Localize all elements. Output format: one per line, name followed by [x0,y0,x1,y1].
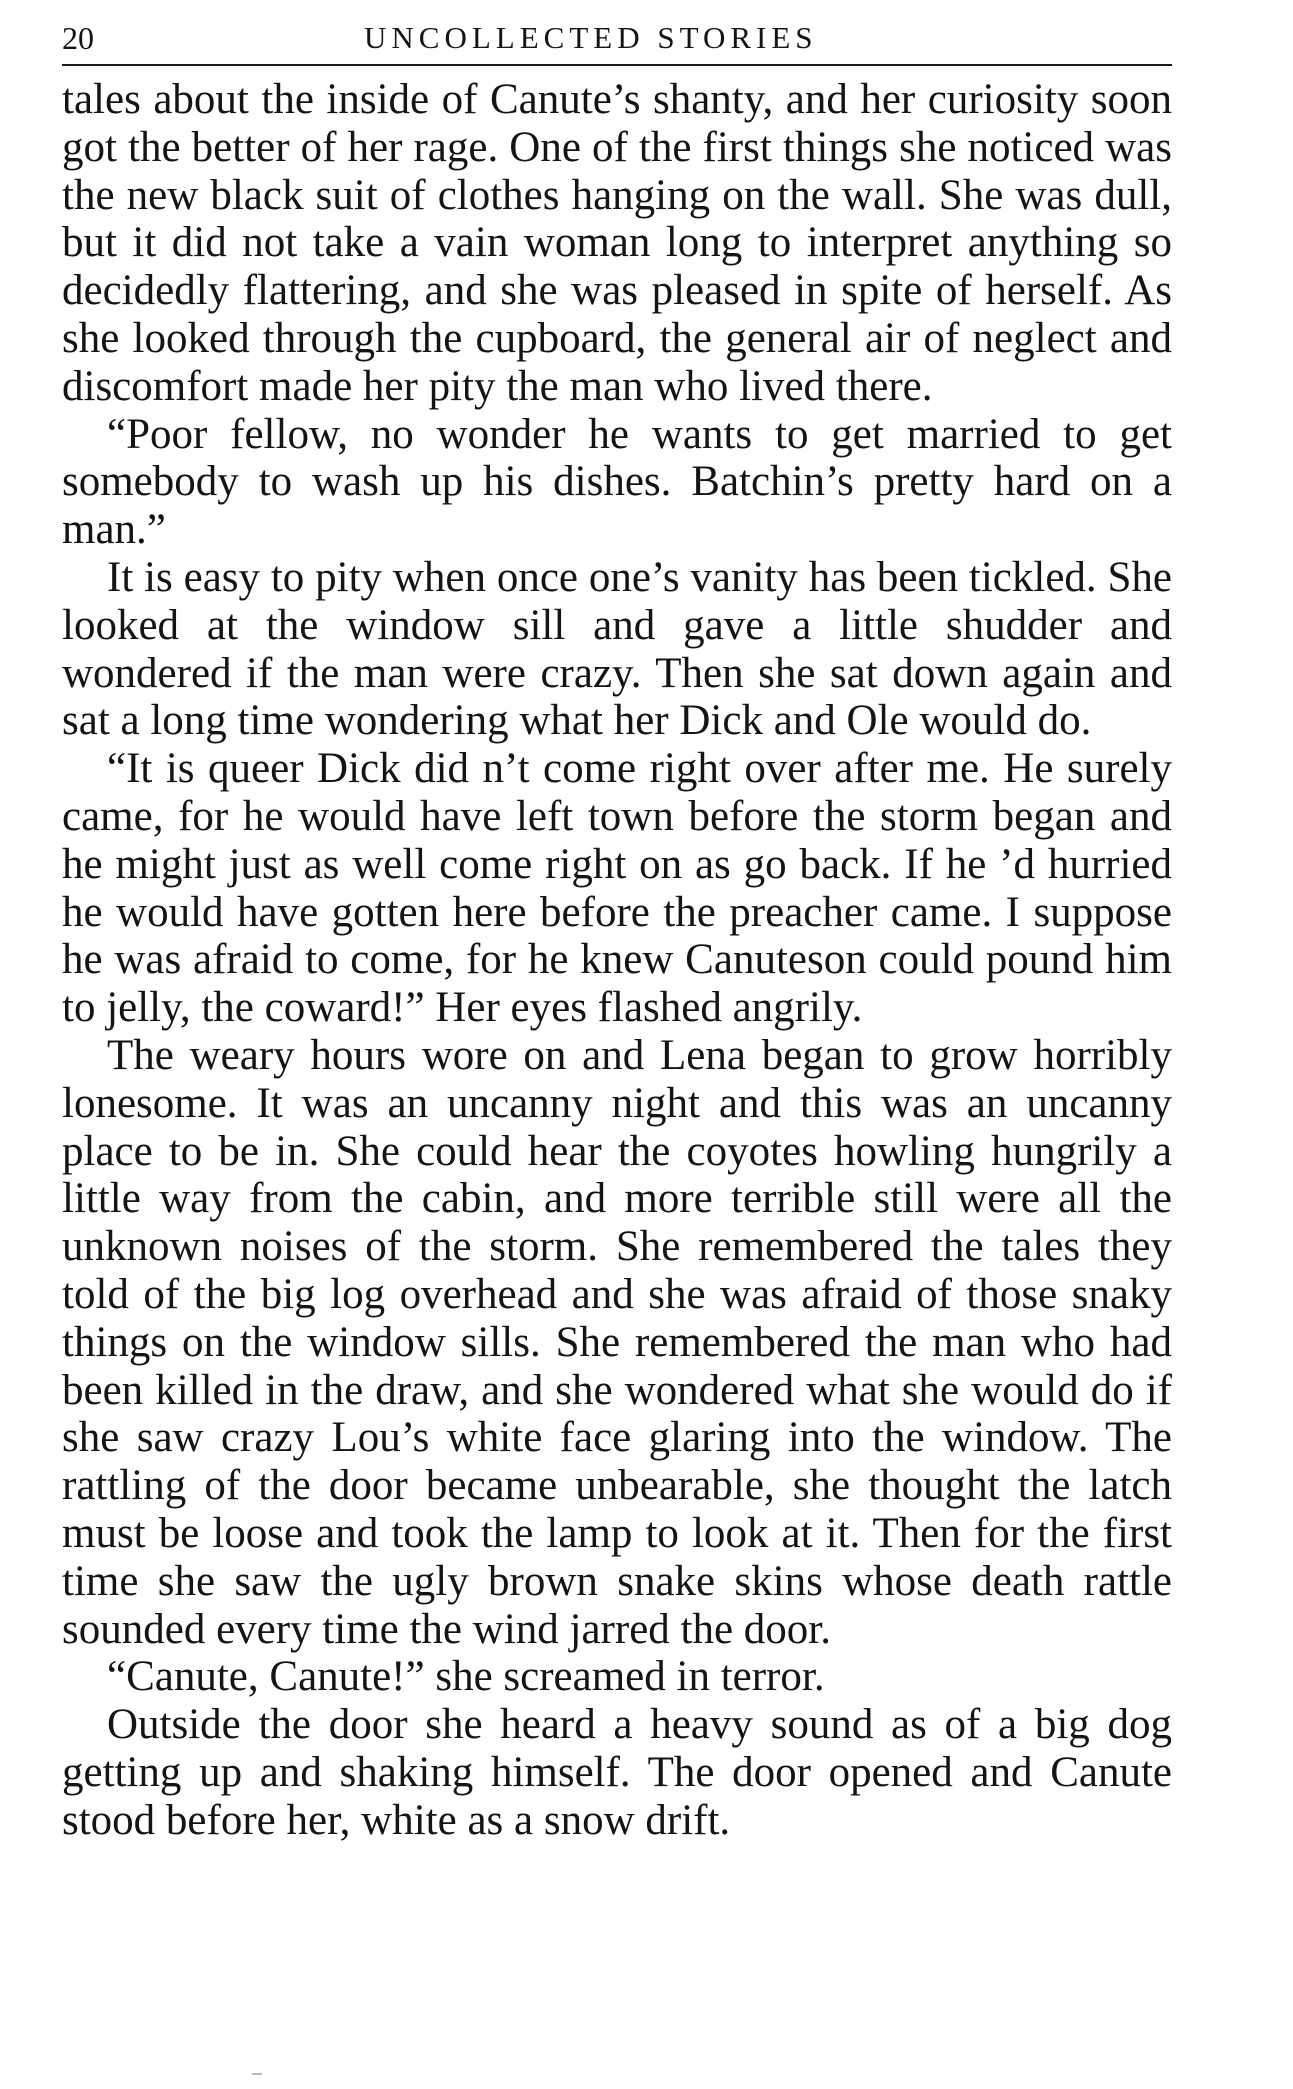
book-page [62,14,1172,2074]
paragraph: “Poor fellow, no wonder he wants to get married to get somebody to wash up his dishes. Batchin’s pretty hard on a man.” [62,410,1172,554]
running-title: UNCOLLECTED STORIES [364,20,818,55]
paragraph: “It is queer Dick did n’t come right over after me. He surely came, for he would have left town before the storm began and he might just as well come right on as go back. If he ’d hurried he would have gotten here before the preacher came. I suppose he was afraid to come, for he knew Canuteson could pound him to jelly, the coward!” Her eyes flashed angrily. [62,745,1172,1032]
paragraph: tales about the inside of Canute’s shanty, and her curiosity soon got the better of her rage. One of the first things she noticed was the new black suit of clothes hanging on the wall. She was dull, but it did not take a vain woman long to interpret anything so decidedly flattering, and she was pleased in spite of herself. As she looked through the cupboard, the general air of neglect and discomfort made her pity the man who lived there. [62,76,1172,410]
scan-mark [252,2073,262,2075]
paragraph: The weary hours wore on and Lena began to grow horribly lonesome. It was an uncanny night and this was an uncanny place to be in. She could hear the coyotes howling hungrily a little way from the cabin, and more terrible still were all the unknown noises of the storm. She remembered the tales they told of the big log overhead and she was afraid of those snaky things on the window sills. She remembered the man who had been killed in the draw, and she wondered what she would do if she saw crazy Lou’s white face glaring into the window. The rattling of the door became unbearable, she thought the latch must be loose and took the lamp to look at it. Then for the first time she saw the ugly brown snake skins whose death rattle sounded every time the wind jarred the door. [62,1031,1172,1653]
page-number: 20 [62,20,94,56]
running-head [62,14,1172,66]
paragraph: It is easy to pity when once one’s vanity has been tickled. She looked at the window sill and gave a little shudder and wondered if the man were crazy. Then she sat down again and sat a long time wondering what her Dick and Ole would do. [62,553,1172,745]
paragraph: Outside the door she heard a heavy sound as of a big dog getting up and shaking himself. The door opened and Canute stood before her, white as a snow drift. [62,1701,1172,1844]
body-text [62,76,1172,1844]
paragraph: “Canute, Canute!” she screamed in terror. [107,1653,825,1701]
